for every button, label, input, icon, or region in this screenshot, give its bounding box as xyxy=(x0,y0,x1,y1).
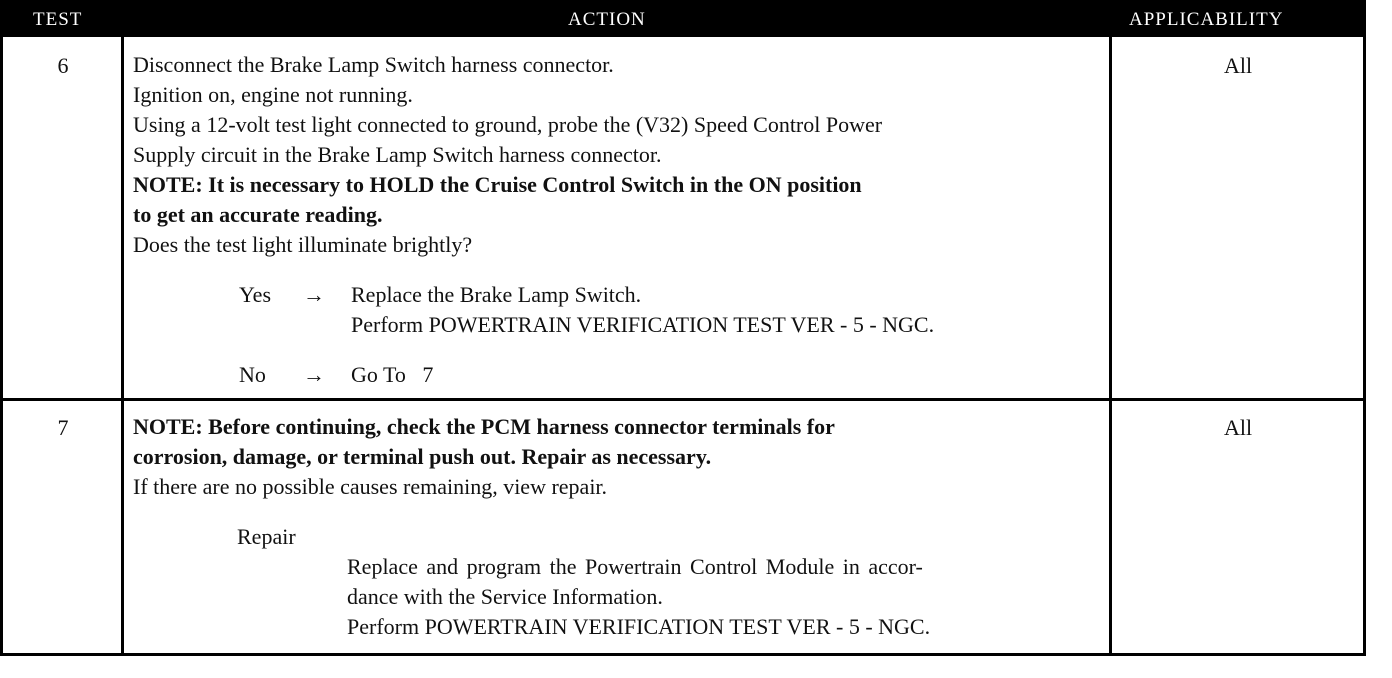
header-applicability: APPLICABILITY xyxy=(1129,9,1284,30)
column-divider xyxy=(1109,37,1112,653)
note-line: NOTE: It is necessary to HOLD the Cruise Control Switch in the ON position xyxy=(133,172,862,197)
header-test: TEST xyxy=(33,9,83,30)
note-line: NOTE: Before continuing, check the PCM harness connector terminals for xyxy=(133,414,835,439)
action-line: Ignition on, engine not running. xyxy=(133,82,413,107)
no-result: Go To 7 xyxy=(351,362,434,387)
repair-line: Replace and program the Powertrain Control Module in accor- xyxy=(347,554,923,579)
action-line: If there are no possible causes remaining, view repair. xyxy=(133,474,608,499)
test-number: 7 xyxy=(57,415,69,440)
column-divider xyxy=(121,37,124,653)
action-line: Disconnect the Brake Lamp Switch harness connector. xyxy=(133,52,614,77)
applicability-value: All xyxy=(1223,53,1253,78)
yes-label: Yes xyxy=(239,282,272,307)
row-divider xyxy=(3,398,1363,401)
test-number: 6 xyxy=(57,53,69,78)
table-header xyxy=(3,3,1363,37)
note-line: to get an accurate reading. xyxy=(133,202,383,227)
action-line: Supply circuit in the Brake Lamp Switch harness connector. xyxy=(133,142,662,167)
action-line: Using a 12-volt test light connected to ground, probe the (V32) Speed Control Power xyxy=(133,112,883,137)
question-line: Does the test light illuminate brightly? xyxy=(133,232,473,257)
arrow-icon: → xyxy=(303,282,325,307)
repair-label: Repair xyxy=(237,524,296,549)
yes-result: Perform POWERTRAIN VERIFICATION TEST VER - 5 - NGC. xyxy=(351,312,935,337)
no-label: No xyxy=(239,362,266,387)
note-line: corrosion, damage, or terminal push out. Repair as necessary. xyxy=(133,444,712,469)
repair-line: dance with the Service Information. xyxy=(347,584,663,609)
header-action: ACTION xyxy=(568,9,646,30)
yes-result: Replace the Brake Lamp Switch. xyxy=(351,282,642,307)
applicability-value: All xyxy=(1223,415,1253,440)
arrow-icon: → xyxy=(303,362,325,387)
repair-line: Perform POWERTRAIN VERIFICATION TEST VER - 5 - NGC. xyxy=(347,614,931,639)
